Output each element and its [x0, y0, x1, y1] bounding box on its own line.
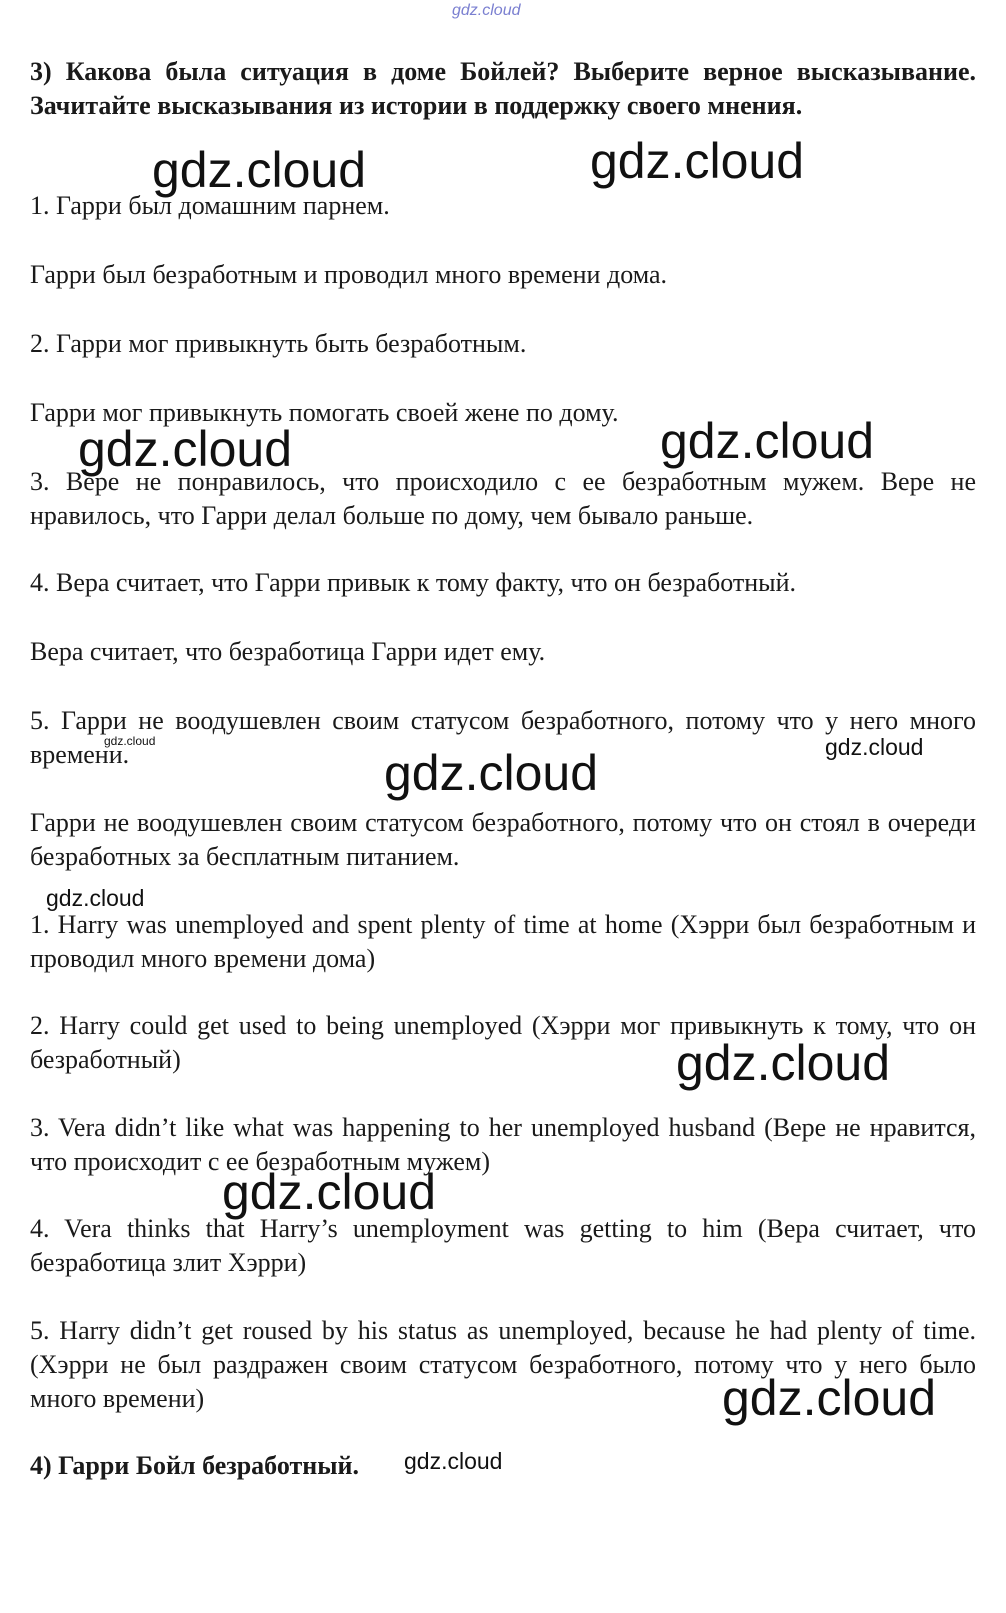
- answer-4: 4. Vera thinks that Harry’s unemployment was getting to him (Вера считает, что безработица злит Хэрри): [30, 1214, 976, 1277]
- watermark: gdz.cloud: [222, 1164, 437, 1220]
- ru-item-5-support: Гарри не воодушевлен своим статусом безработного, потому что он стоял в очереди безработных за бесплатным питанием.: [30, 808, 976, 871]
- watermark: gdz.cloud: [590, 133, 805, 189]
- watermark: gdz.cloud: [825, 734, 924, 760]
- answer-1: 1. Harry was unemployed and spent plenty of time at home (Хэрри был безработным и проводил много времени дома): [30, 910, 976, 973]
- ru-item-3: 3. Вере не понравилось, что происходило с ее безработным мужем. Вере не нравилось, что Гарри делал больше по дому, чем бывало раньше.: [30, 467, 976, 530]
- task-3-heading: 3) Какова была ситуация в доме Бойлей? Выберите верное высказывание. Зачитайте высказывания из истории в поддержку своего мнения.: [30, 57, 976, 120]
- ru-item-4-support: Вера считает, что безработица Гарри идет ему.: [30, 637, 546, 666]
- watermark: gdz.cloud: [104, 734, 156, 748]
- answer-5: 5. Harry didn’t get roused by his status as unemployed, because he had plenty of time. (Хэрри не был раздражен своим статусом безработного, потому что у него было много времени): [30, 1316, 976, 1413]
- task-4-heading: 4) Гарри Бойл безработный.: [30, 1451, 360, 1480]
- watermark: gdz.cloud: [78, 421, 293, 477]
- watermark: gdz.cloud: [152, 142, 367, 198]
- ru-item-1: 1. Гарри был домашним парнем.: [30, 191, 390, 220]
- ru-item-5: 5. Гарри не воодушевлен своим статусом безработного, потому что у него много времени.: [30, 706, 976, 769]
- watermark-top: gdz.cloud: [452, 2, 521, 19]
- watermark: gdz.cloud: [404, 1448, 503, 1474]
- watermark: gdz.cloud: [660, 413, 875, 469]
- answer-2: 2. Harry could get used to being unemployed (Хэрри мог привыкнуть к тому, что он безработный): [30, 1011, 976, 1074]
- watermark: gdz.cloud: [384, 745, 599, 801]
- watermark: gdz.cloud: [676, 1035, 891, 1091]
- ru-item-2-support: Гарри мог привыкнуть помогать своей жене по дому.: [30, 398, 619, 427]
- document-page: [30, 0, 976, 1613]
- watermark: gdz.cloud: [722, 1370, 937, 1426]
- ru-item-1-support: Гарри был безработным и проводил много времени дома.: [30, 260, 668, 289]
- ru-item-4: 4. Вера считает, что Гарри привык к тому факту, что он безработный.: [30, 568, 797, 597]
- answer-3: 3. Vera didn’t like what was happening to her unemployed husband (Вере не нравится, что происходит с ее безработным мужем): [30, 1113, 976, 1176]
- watermark: gdz.cloud: [46, 885, 145, 911]
- ru-item-2: 2. Гарри мог привыкнуть быть безработным.: [30, 329, 527, 358]
